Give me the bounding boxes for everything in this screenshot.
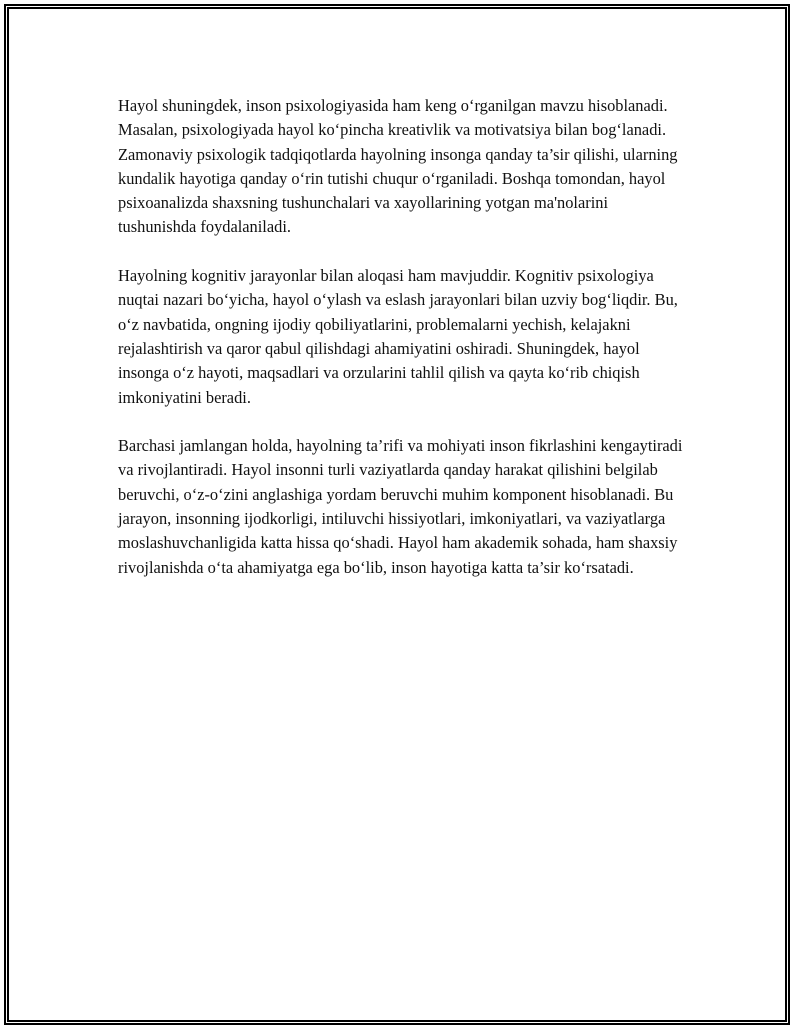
document-body [118,94,690,604]
paragraph-1: Hayol shuningdek, inson psixologiyasida ham keng o‘rganilgan mavzu hisoblanadi. Masalan, psixologiyada hayol ko‘pincha kreativlik va motivatsiya bilan bog‘lanadi. Zamonaviy psixologik tadqiqotlarda hayolning insonga qanday ta’sir qilishi, ularning kundalik hayotiga qanday o‘rin tutishi chuqur o‘rganiladi. Boshqa tomondan, hayol psixoanalizda shaxsning tushunchalari va xayollarining yotgan ma'nolarini tushunishda foydalaniladi. [118,96,678,237]
paragraph-3: Barchasi jamlangan holda, hayolning ta’rifi va mohiyati inson fikrlashini kengaytiradi va rivojlantiradi. Hayol insonni turli vaziyatlarda qanday harakat qilishini belgilab beruvchi, o‘z-o‘zini anglashiga yordam beruvchi muhim komponent hisoblanadi. Bu jarayon, insonning ijodkorligi, intiluvchi hissiyotlari, imkoniyatlari, va vaziyatlarga moslashuvchanligida katta hissa qo‘shadi. Hayol ham akademik sohada, ham shaxsiy rivojlanishda o‘ta ahamiyatga ega bo‘lib, inson hayotiga katta ta’sir ko‘rsatadi. [118,436,683,577]
paragraph-2: Hayolning kognitiv jarayonlar bilan aloqasi ham mavjuddir. Kognitiv psixologiya nuqtai nazari bo‘yicha, hayol o‘ylash va eslash jarayonlari bilan uzviy bog‘liqdir. Bu, o‘z navbatida, ongning ijodiy qobiliyatlarini, problemalarni yechish, kelajakni rejalashtirish va qaror qabul qilishdagi ahamiyatini oshiradi. Shuningdek, hayol insonga o‘z hayoti, maqsadlari va orzularini tahlil qilish va qayta ko‘rib chiqish imkoniyatini beradi. [118,266,678,407]
